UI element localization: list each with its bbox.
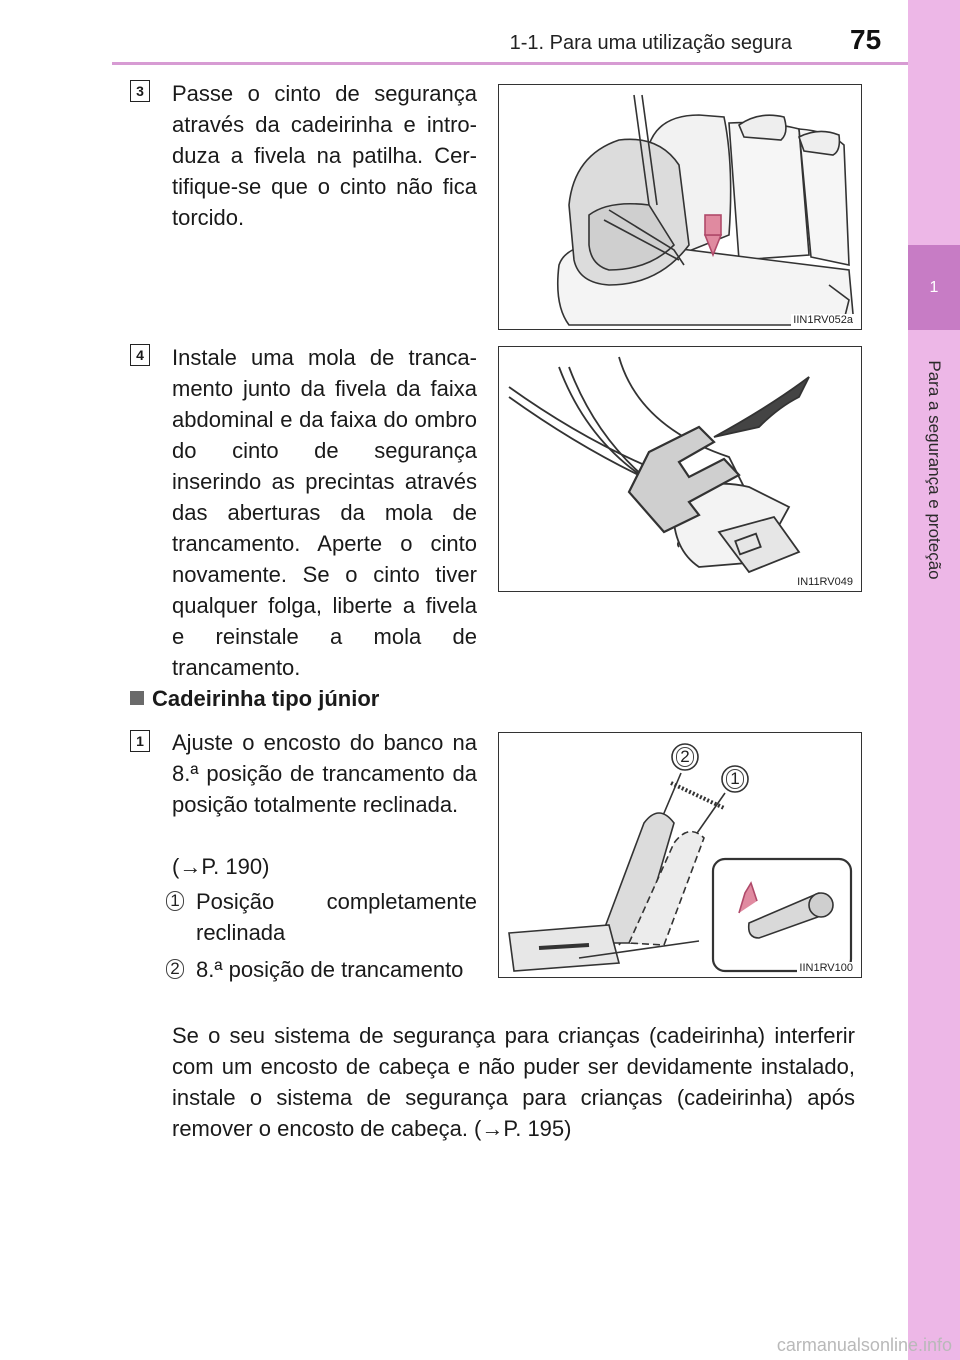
page-number: 75 [850, 24, 882, 55]
section-title: 1-1. Para uma utilização segura [509, 32, 792, 54]
note-text: Se o seu sistema de segurança para crianças (cadeirinha) interferir com um encosto de cabeça e não puder ser devidamente instalado, instale o sistema de segurança para crianças (cadeirinha) após remover o encosto de cabeça. (→P. 195) [172, 1023, 855, 1141]
step-badge-3: 3 [130, 80, 150, 102]
chapter-title: Para a segurança e proteção [925, 360, 944, 580]
figure-code: IIN1RV052a [793, 314, 853, 326]
item-1-text: Posição completamente reclinada [196, 889, 477, 945]
step-1-text: Ajuste o encosto do banco na 8.ª posição de trancamento da posição totalmente reclinada. [172, 730, 477, 817]
child-seat-illustration [499, 85, 862, 330]
step-badge-1: 1 [130, 730, 150, 752]
step-4-text: Instale uma mola de trancamento junto da fivela da faixa abdominal e da faixa do ombro do cinto de segurança inserindo as precintas através das aberturas da mola de trancamento. Aperte o cinto novamente. Se o cinto tiver qualquer folga, liberte a fivela e reinstale a mola de trancamento. [172, 345, 477, 680]
item-number-1: 1 [165, 890, 185, 912]
figure-label-2: 2 [675, 746, 695, 768]
section-heading [130, 686, 379, 712]
figure-seat-belt-through-seat [498, 84, 862, 330]
chapter-number: 1 [908, 245, 960, 330]
seatback-recline-illustration [499, 733, 862, 978]
footer-watermark: carmanualsonline.info [776, 1335, 952, 1355]
figure-code: IIN1RV100 [799, 962, 853, 974]
figure-locking-clip [498, 346, 862, 592]
figure-label-1: 1 [725, 768, 745, 790]
locking-clip-illustration [499, 347, 862, 592]
step-1-reference: (→P. 190) [172, 854, 270, 879]
step-3-text: Passe o cinto de segurança através da cadeirinha e introduza a fivela na patilha. Certifique-se que o cinto não fica torcido. [172, 81, 477, 230]
figure-code: IN11RV049 [797, 576, 853, 588]
figure-seatback-recline [498, 732, 862, 978]
item-number-2: 2 [165, 958, 185, 980]
header-rule [112, 62, 960, 65]
heading-square-icon [130, 691, 144, 705]
step-badge-4: 4 [130, 344, 150, 366]
chapter-side-tab [908, 0, 960, 1360]
item-2-text: 8.ª posição de trancamento [196, 957, 464, 982]
heading-text: Cadeirinha tipo júnior [152, 686, 380, 711]
